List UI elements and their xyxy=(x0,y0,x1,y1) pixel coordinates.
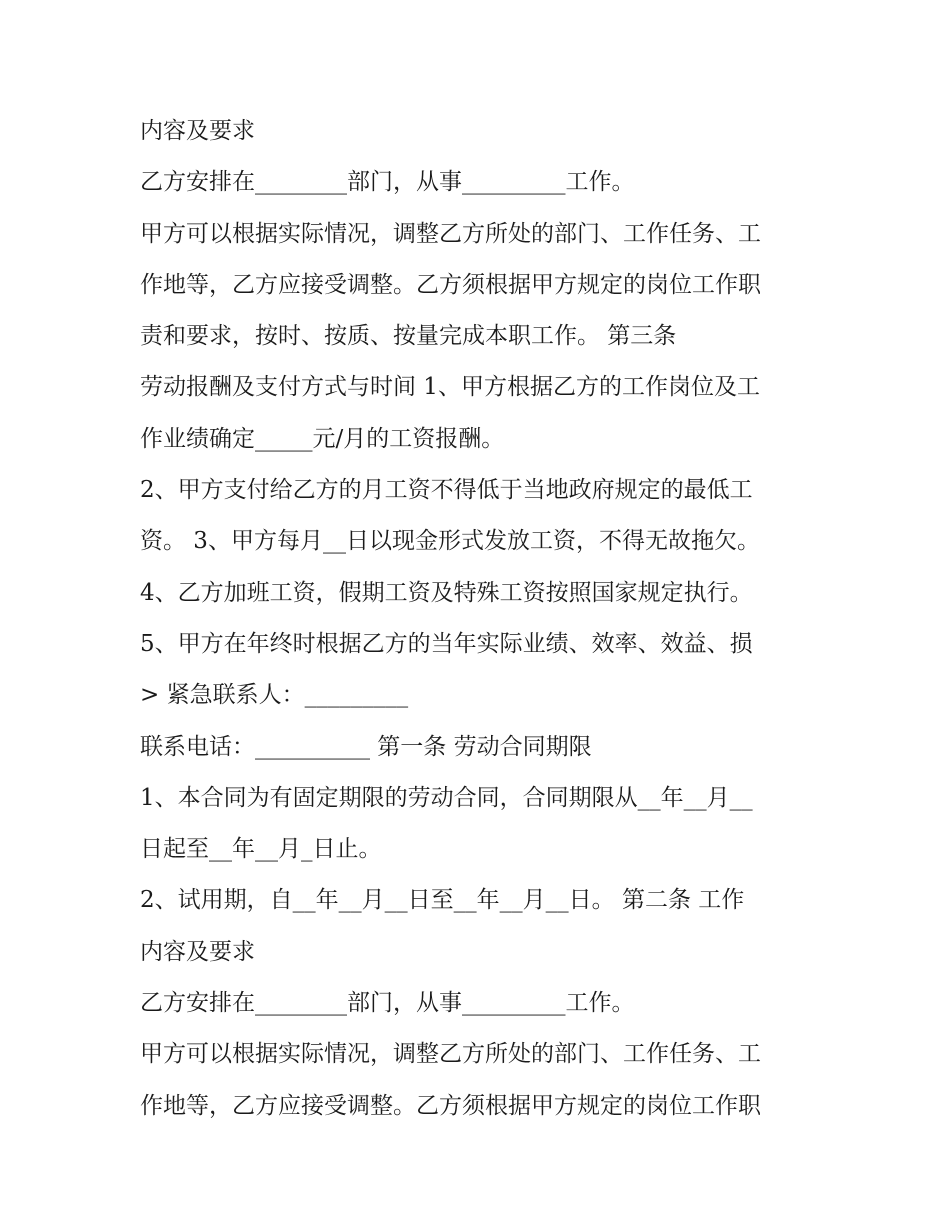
text-line: 作地等，乙方应接受调整。乙方须根据甲方规定的岗位工作职 xyxy=(140,1092,761,1119)
text-line: 乙方安排在________部门，从事_________工作。 xyxy=(140,169,635,196)
text-line: 2、试用期，自__年__月__日至__年__月__日。 第二条 工作 xyxy=(140,887,745,914)
text-line: 作地等，乙方应接受调整。乙方须根据甲方规定的岗位工作职 xyxy=(140,271,761,298)
text-line: 1、本合同为有固定期限的劳动合同，合同期限从__年__月__ xyxy=(140,784,753,811)
text-line: 联系电话：__________ 第一条 劳动合同期限 xyxy=(140,733,592,760)
text-line: 甲方可以根据实际情况，调整乙方所处的部门、工作任务、工 xyxy=(140,1041,761,1068)
text-line: 作业绩确定_____元/月的工资报酬。 xyxy=(140,425,505,452)
text-line: 责和要求，按时、按质、按量完成本职工作。 第三条 xyxy=(140,323,677,350)
text-line: 乙方安排在________部门，从事_________工作。 xyxy=(140,990,635,1017)
text-line: 2、甲方支付给乙方的月工资不得低于当地政府规定的最低工 xyxy=(140,477,753,504)
text-line: 日起至__年__月_日止。 xyxy=(140,836,382,863)
text-line: 5、甲方在年终时根据乙方的当年实际业绩、效率、效益、损 xyxy=(140,630,753,657)
text-line: 资。 3、甲方每月__日以现金形式发放工资，不得无故拖欠。 xyxy=(140,528,760,555)
text-line: 甲方可以根据实际情况，调整乙方所处的部门、工作任务、工 xyxy=(140,220,761,247)
contract-text-body xyxy=(140,106,820,1132)
text-line: 劳动报酬及支付方式与时间 1、甲方根据乙方的工作岗位及工 xyxy=(140,374,760,401)
text-line: 内容及要求 xyxy=(140,938,255,965)
text-line: > 紧急联系人：_________ xyxy=(140,682,409,709)
text-line: 4、乙方加班工资，假期工资及特殊工资按照国家规定执行。 xyxy=(140,579,753,606)
text-line: 内容及要求 xyxy=(140,118,255,144)
